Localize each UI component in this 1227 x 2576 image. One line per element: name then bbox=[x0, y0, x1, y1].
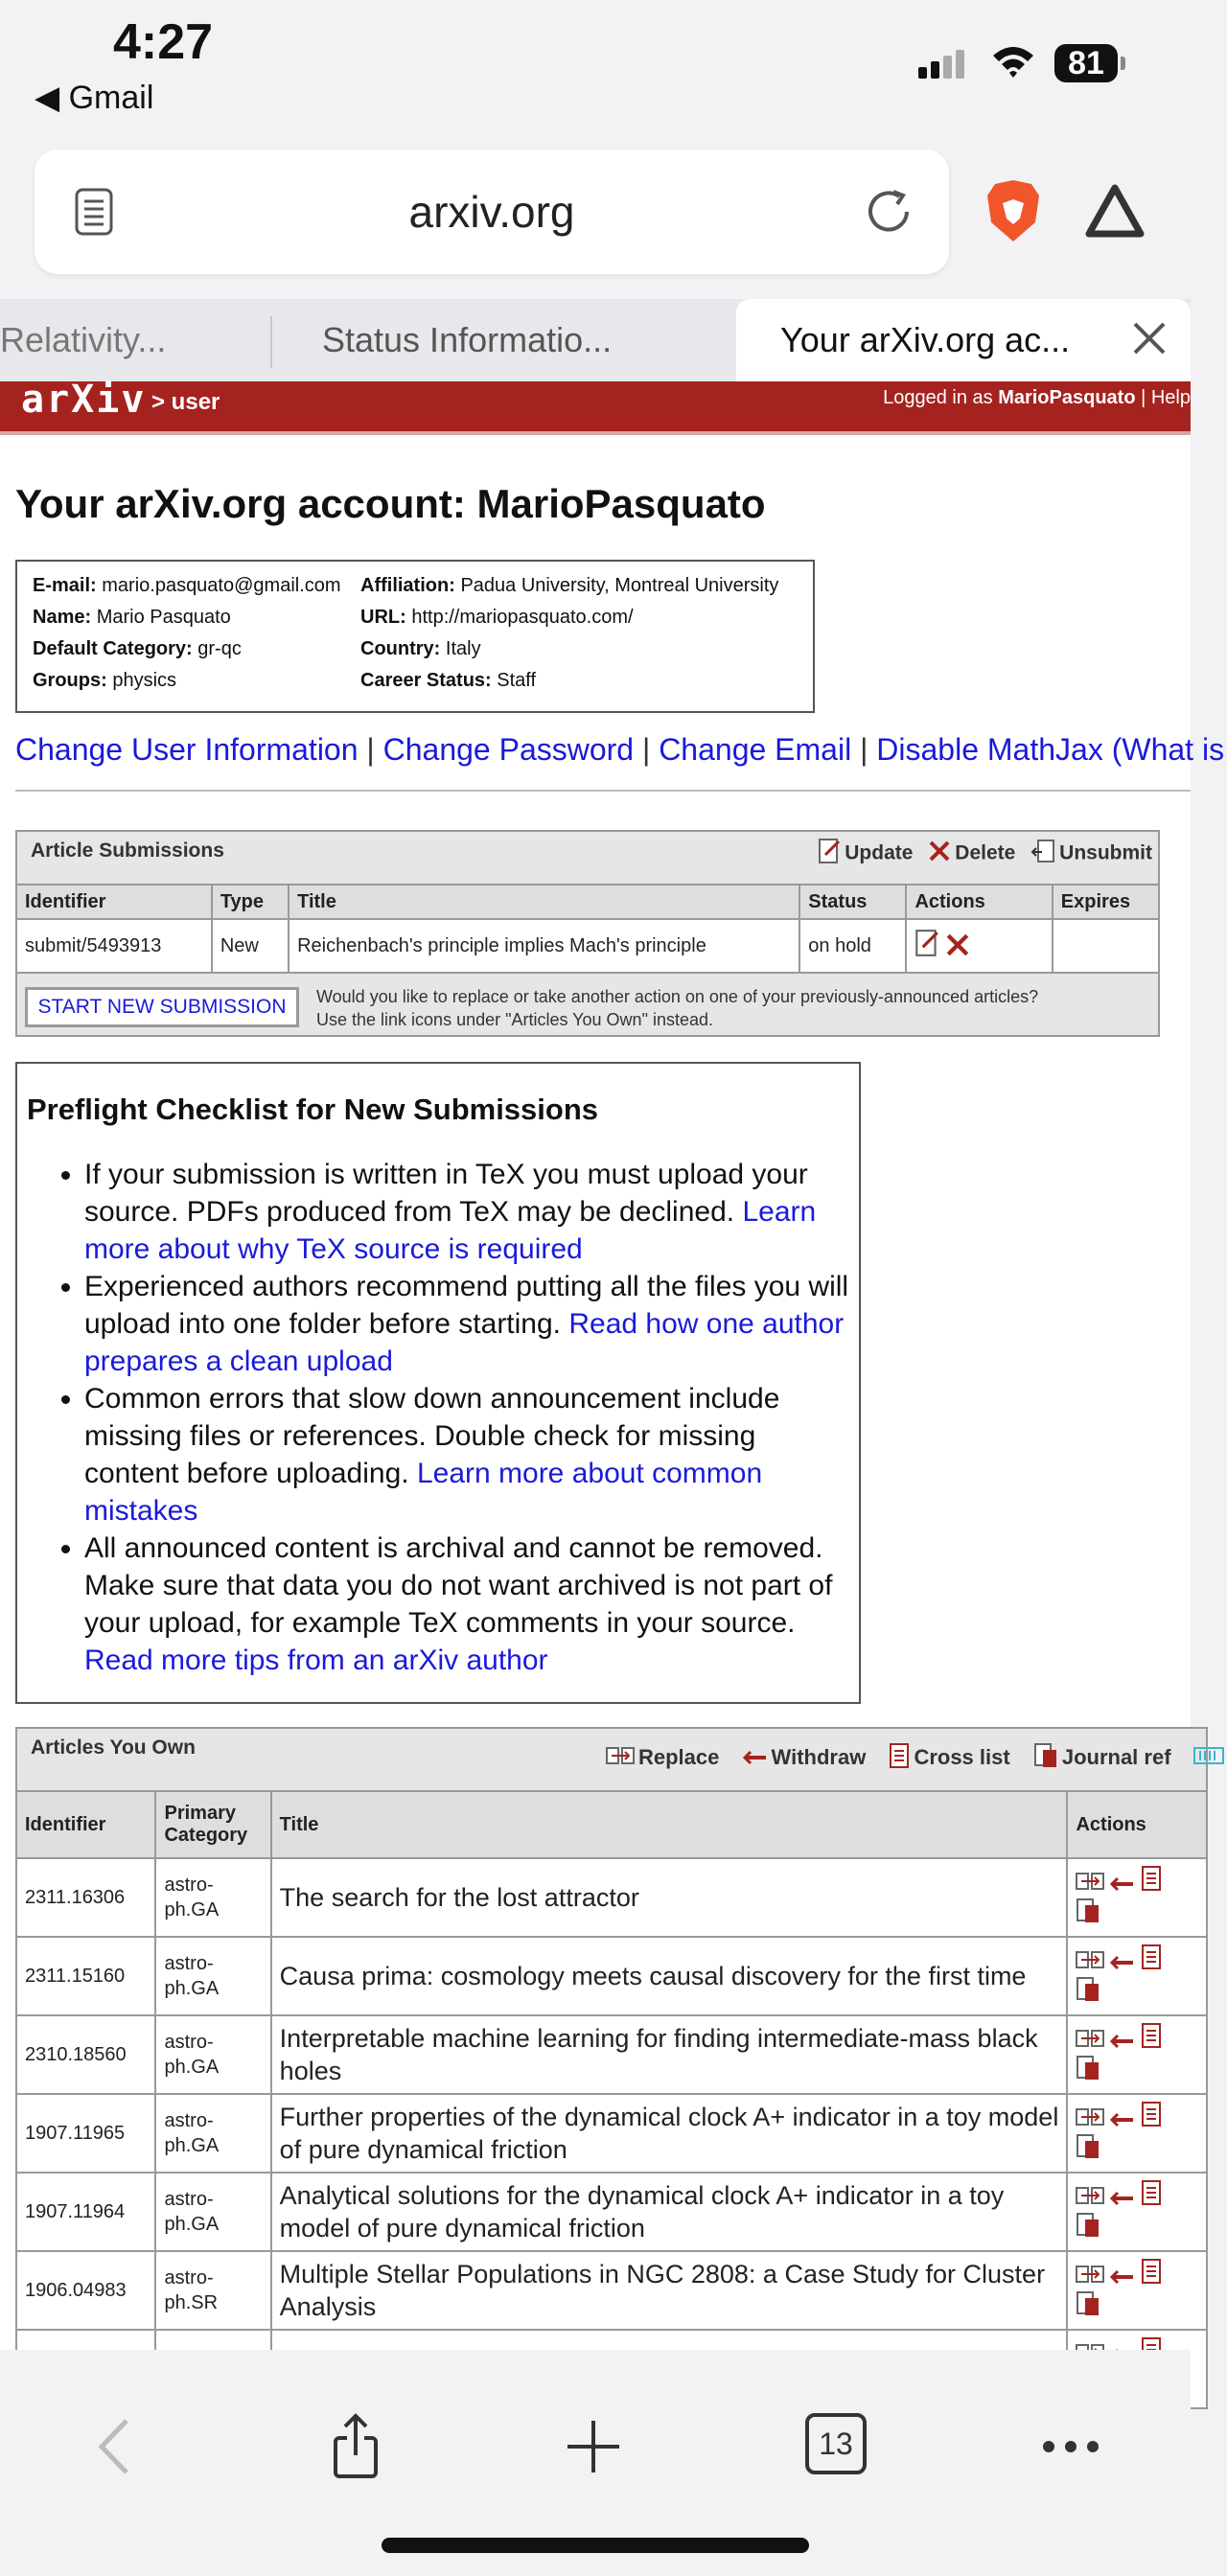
journal-ref-article-icon[interactable] bbox=[1076, 1987, 1100, 2008]
logged-in-prefix: Logged in as bbox=[883, 387, 993, 408]
article-actions bbox=[1067, 2015, 1207, 2094]
barcode-icon bbox=[1194, 1746, 1223, 1771]
career-value: Staff bbox=[497, 670, 537, 691]
start-new-submission-button[interactable]: START NEW SUBMISSION bbox=[25, 987, 299, 1027]
cross-list-article-icon[interactable] bbox=[1141, 1954, 1162, 1975]
submission-row bbox=[16, 919, 1159, 973]
submission-status[interactable]: on hold bbox=[799, 919, 906, 973]
clock: 4:27 bbox=[113, 14, 214, 70]
page-title: Your arXiv.org account: MarioPasquato bbox=[15, 481, 766, 526]
col-title: Title bbox=[271, 1791, 1068, 1858]
email-label: E-mail: bbox=[33, 575, 97, 596]
share-icon[interactable] bbox=[322, 2413, 389, 2480]
withdraw-label: Withdraw bbox=[771, 1744, 867, 1769]
tab-status-information[interactable]: Status Informatio... bbox=[322, 320, 613, 359]
new-tab-icon[interactable] bbox=[560, 2413, 627, 2480]
submission-title: Reichenbach's principle implies Mach's principle bbox=[289, 919, 799, 973]
article-identifier[interactable]: 2311.16306 bbox=[16, 1858, 155, 1937]
article-primary-category: astro-ph.SR bbox=[155, 2251, 270, 2330]
update-submission-icon[interactable] bbox=[914, 941, 939, 962]
submission-id: submit/5493913 bbox=[16, 919, 212, 973]
checklist-item-text: Experienced authors recommend putting all the files you will upload into one folder before starting. bbox=[84, 1271, 849, 1340]
checklist-item-text: If your submission is written in TeX you must upload your source. PDFs produced from TeX may be declined. bbox=[84, 1159, 808, 1228]
name-row bbox=[33, 607, 231, 629]
what-is-mathjax-link[interactable]: (What is bbox=[1111, 732, 1225, 767]
link-separator: | bbox=[641, 732, 651, 767]
journal-ref-article-icon[interactable] bbox=[1076, 2222, 1100, 2243]
article-identifier[interactable]: 1907.11965 bbox=[16, 2094, 155, 2173]
email-value: mario.pasquato@gmail.com bbox=[102, 575, 341, 596]
withdraw-article-icon[interactable] bbox=[1110, 2033, 1135, 2054]
replace-article-icon[interactable] bbox=[1076, 2190, 1104, 2211]
tab-relativity[interactable]: Relativity... bbox=[0, 320, 167, 359]
disable-mathjax-link[interactable]: Disable MathJax bbox=[876, 732, 1103, 767]
tab-active-label: Your arXiv.org ac... bbox=[780, 320, 1071, 359]
owned-article-row bbox=[16, 2094, 1207, 2173]
checklist-item bbox=[84, 1380, 849, 1530]
article-title[interactable]: Multiple Stellar Populations in NGC 2808: a Case Study for Cluster Analysis bbox=[271, 2251, 1068, 2330]
checklist-item-link[interactable]: Read more tips from an arXiv author bbox=[84, 1644, 548, 1676]
owned-article-row bbox=[16, 2251, 1207, 2330]
owned-article-row bbox=[16, 2173, 1207, 2251]
cross-list-article-icon[interactable] bbox=[1141, 2268, 1162, 2289]
submissions-heading: Article Submissions bbox=[31, 840, 224, 862]
category-label: Default Category: bbox=[33, 638, 193, 659]
link-separator: | bbox=[366, 732, 375, 767]
change-user-info-link[interactable]: Change User Information bbox=[15, 732, 359, 767]
replace-article-icon[interactable] bbox=[1076, 2111, 1104, 2132]
breadcrumb: > user bbox=[151, 389, 220, 415]
back-to-app-link[interactable]: ◀ Gmail bbox=[35, 80, 154, 116]
withdraw-article-icon[interactable] bbox=[1110, 1954, 1135, 1975]
submissions-table bbox=[15, 884, 1160, 974]
country-row bbox=[360, 638, 481, 660]
preflight-checklist bbox=[15, 1062, 861, 1704]
status-bar bbox=[0, 0, 1191, 134]
col-actions: Actions bbox=[1067, 1791, 1207, 1858]
country-label: Country: bbox=[360, 638, 441, 659]
wifi-icon bbox=[991, 42, 1035, 80]
tab-strip bbox=[0, 299, 1191, 381]
journal-ref-label: Journal ref bbox=[1061, 1744, 1171, 1769]
update-icon bbox=[818, 838, 841, 870]
cross-list-icon bbox=[889, 1742, 910, 1775]
cross-list-label: Cross list bbox=[914, 1744, 1010, 1769]
article-primary-category: astro-ph.GA bbox=[155, 2094, 270, 2173]
rewards-triangle-icon[interactable] bbox=[1085, 184, 1145, 238]
url-text[interactable]: arxiv.org bbox=[408, 187, 575, 237]
url-label: URL: bbox=[360, 607, 406, 628]
submissions-note-line2: Use the link icons under "Articles You Own" instead. bbox=[316, 1010, 713, 1029]
article-actions bbox=[1067, 2094, 1207, 2173]
checklist-item-link[interactable]: Learn more about why TeX source is required bbox=[84, 1196, 817, 1265]
career-row bbox=[360, 670, 536, 692]
article-identifier[interactable]: 1907.11964 bbox=[16, 2173, 155, 2251]
submission-type: New bbox=[212, 919, 289, 973]
col-type: Type bbox=[212, 885, 289, 919]
withdraw-article-icon[interactable] bbox=[1110, 1875, 1135, 1897]
unsubmit-icon bbox=[1030, 839, 1055, 869]
journal-ref-article-icon[interactable] bbox=[1076, 1908, 1100, 1929]
journal-ref-article-icon[interactable] bbox=[1076, 2144, 1100, 2165]
name-value: Mario Pasquato bbox=[96, 607, 231, 628]
account-info-box bbox=[15, 560, 815, 713]
article-primary-category: astro-ph.GA bbox=[155, 1937, 270, 2015]
email-row bbox=[33, 575, 341, 597]
article-primary-category: astro-ph.GA bbox=[155, 2015, 270, 2094]
reload-icon[interactable] bbox=[863, 186, 914, 238]
submissions-legend bbox=[808, 838, 1152, 870]
article-title[interactable]: Interpretable machine learning for finding intermediate-mass black holes bbox=[271, 2015, 1068, 2094]
cross-list-article-icon[interactable] bbox=[1141, 2033, 1162, 2054]
article-title[interactable]: Analytical solutions for the dynamical clock A+ indicator in a toy model of pure dynamical friction bbox=[271, 2173, 1068, 2251]
more-menu-icon[interactable] bbox=[1037, 2413, 1104, 2480]
link-separator: | bbox=[860, 732, 868, 767]
article-title[interactable]: Causa prima: cosmology meets causal discovery for the first time bbox=[271, 1937, 1068, 2015]
tab-divider bbox=[270, 316, 272, 368]
withdraw-icon bbox=[743, 1746, 768, 1771]
withdraw-article-icon[interactable] bbox=[1110, 2190, 1135, 2211]
help-link[interactable]: | Help bbox=[1141, 387, 1191, 408]
article-primary-category: astro-ph.GA bbox=[155, 1858, 270, 1937]
arxiv-header bbox=[0, 378, 1191, 435]
divider bbox=[15, 790, 1191, 792]
journal-ref-article-icon[interactable] bbox=[1076, 2301, 1100, 2322]
article-primary-category: astro-ph.GA bbox=[155, 2173, 270, 2251]
checklist-item-text: Common errors that slow down announcement include missing files or references. Double check for missing content before uploading. bbox=[84, 1383, 780, 1489]
col-identifier: Identifier bbox=[16, 1791, 155, 1858]
change-email-link[interactable]: Change Email bbox=[659, 732, 852, 767]
article-title[interactable]: Further properties of the dynamical clock A+ indicator in a toy model of pure dynamical friction bbox=[271, 2094, 1068, 2173]
groups-value: physics bbox=[112, 670, 177, 691]
submissions-note bbox=[316, 985, 1038, 1031]
affiliation-label: Affiliation: bbox=[360, 575, 455, 596]
col-expires: Expires bbox=[1053, 885, 1159, 919]
owned-legend bbox=[589, 1742, 1227, 1775]
col-status: Status bbox=[799, 885, 906, 919]
checklist-item bbox=[84, 1530, 849, 1679]
delete-label: Delete bbox=[955, 841, 1016, 864]
owned-articles-table bbox=[15, 1790, 1208, 2409]
groups-label: Groups: bbox=[33, 670, 107, 691]
withdraw-article-icon[interactable] bbox=[1110, 2111, 1135, 2132]
replace-label: Replace bbox=[638, 1744, 720, 1769]
category-value: gr-qc bbox=[197, 638, 242, 659]
back-icon[interactable] bbox=[84, 2413, 151, 2480]
url-row bbox=[360, 607, 634, 629]
update-label: Update bbox=[845, 841, 914, 864]
address-bar[interactable] bbox=[35, 150, 949, 274]
article-actions bbox=[1067, 2251, 1207, 2330]
web-content bbox=[0, 378, 1225, 2350]
owned-article-row bbox=[16, 1937, 1207, 2015]
delete-submission-icon[interactable] bbox=[945, 941, 970, 962]
submission-actions bbox=[906, 919, 1052, 973]
cellular-signal-icon bbox=[918, 50, 968, 79]
category-row bbox=[33, 638, 242, 660]
journal-ref-icon bbox=[1033, 1742, 1058, 1775]
career-label: Career Status: bbox=[360, 670, 492, 691]
checklist-item bbox=[84, 1156, 849, 1268]
logged-in-user[interactable]: MarioPasquato bbox=[998, 387, 1136, 408]
article-actions bbox=[1067, 1937, 1207, 2015]
replace-article-icon[interactable] bbox=[1076, 1954, 1104, 1975]
close-tab-icon[interactable] bbox=[1129, 318, 1169, 358]
replace-article-icon[interactable] bbox=[1076, 1875, 1104, 1897]
checklist-item-link[interactable]: Learn more about common mistakes bbox=[84, 1458, 763, 1527]
articles-you-own-box bbox=[15, 1727, 1208, 2402]
country-value: Italy bbox=[445, 638, 481, 659]
article-identifier[interactable]: 1906.04983 bbox=[16, 2251, 155, 2330]
submissions-note-line1: Would you like to replace or take another action on one of your previously-announced articles? bbox=[316, 987, 1039, 1006]
journal-ref-article-icon[interactable] bbox=[1076, 2065, 1100, 2086]
arxiv-logo[interactable]: arXiv bbox=[21, 378, 147, 422]
article-actions bbox=[1067, 2173, 1207, 2251]
article-submissions-box bbox=[15, 830, 1160, 1037]
change-password-link[interactable]: Change Password bbox=[382, 732, 635, 767]
cross-list-article-icon[interactable] bbox=[1141, 2111, 1162, 2132]
replace-icon bbox=[606, 1745, 635, 1772]
account-links bbox=[15, 732, 1224, 768]
article-title[interactable]: The search for the lost attractor bbox=[271, 1858, 1068, 1937]
owned-heading: Articles You Own bbox=[31, 1736, 196, 1759]
withdraw-article-icon[interactable] bbox=[1110, 2268, 1135, 2289]
col-actions: Actions bbox=[906, 885, 1052, 919]
brave-shield-icon[interactable] bbox=[984, 178, 1043, 243]
article-actions bbox=[1067, 1858, 1207, 1937]
cross-list-article-icon[interactable] bbox=[1141, 2190, 1162, 2211]
battery-indicator: 81 bbox=[1054, 44, 1118, 82]
checklist-items bbox=[17, 1156, 859, 1679]
cross-list-article-icon[interactable] bbox=[1141, 1875, 1162, 1897]
col-primary-category: Primary Category bbox=[155, 1791, 270, 1858]
affiliation-row bbox=[360, 575, 778, 597]
groups-row bbox=[33, 670, 176, 692]
checklist-title: Preflight Checklist for New Submissions bbox=[27, 1092, 599, 1126]
login-status bbox=[883, 387, 1191, 409]
tab-your-arxiv-account[interactable] bbox=[736, 299, 1191, 381]
article-identifier[interactable]: 2311.15160 bbox=[16, 1937, 155, 2015]
col-title: Title bbox=[289, 885, 799, 919]
url-value: http://mariopasquato.com/ bbox=[411, 607, 634, 628]
checklist-item bbox=[84, 1268, 849, 1380]
article-identifier[interactable]: 2310.18560 bbox=[16, 2015, 155, 2094]
delete-icon bbox=[928, 840, 951, 868]
unsubmit-label: Unsubmit bbox=[1059, 841, 1152, 864]
owned-article-row bbox=[16, 1858, 1207, 1937]
home-indicator[interactable] bbox=[382, 2538, 809, 2553]
affiliation-value: Padua University, Montreal University bbox=[460, 575, 779, 596]
checklist-item-text: All announced content is archival and cannot be removed. Make sure that data you do not want archived is not part of your upload, for example TeX comments in your source. bbox=[84, 1532, 833, 1639]
replace-article-icon[interactable] bbox=[1076, 2268, 1104, 2289]
col-identifier: Identifier bbox=[16, 885, 212, 919]
name-label: Name: bbox=[33, 607, 92, 628]
submission-expires bbox=[1053, 919, 1159, 973]
replace-article-icon[interactable] bbox=[1076, 2033, 1104, 2054]
tab-count-button[interactable]: 13 bbox=[805, 2413, 867, 2474]
checklist-item-link[interactable]: Read how one author prepares a clean upload bbox=[84, 1308, 845, 1377]
owned-article-row bbox=[16, 2015, 1207, 2094]
